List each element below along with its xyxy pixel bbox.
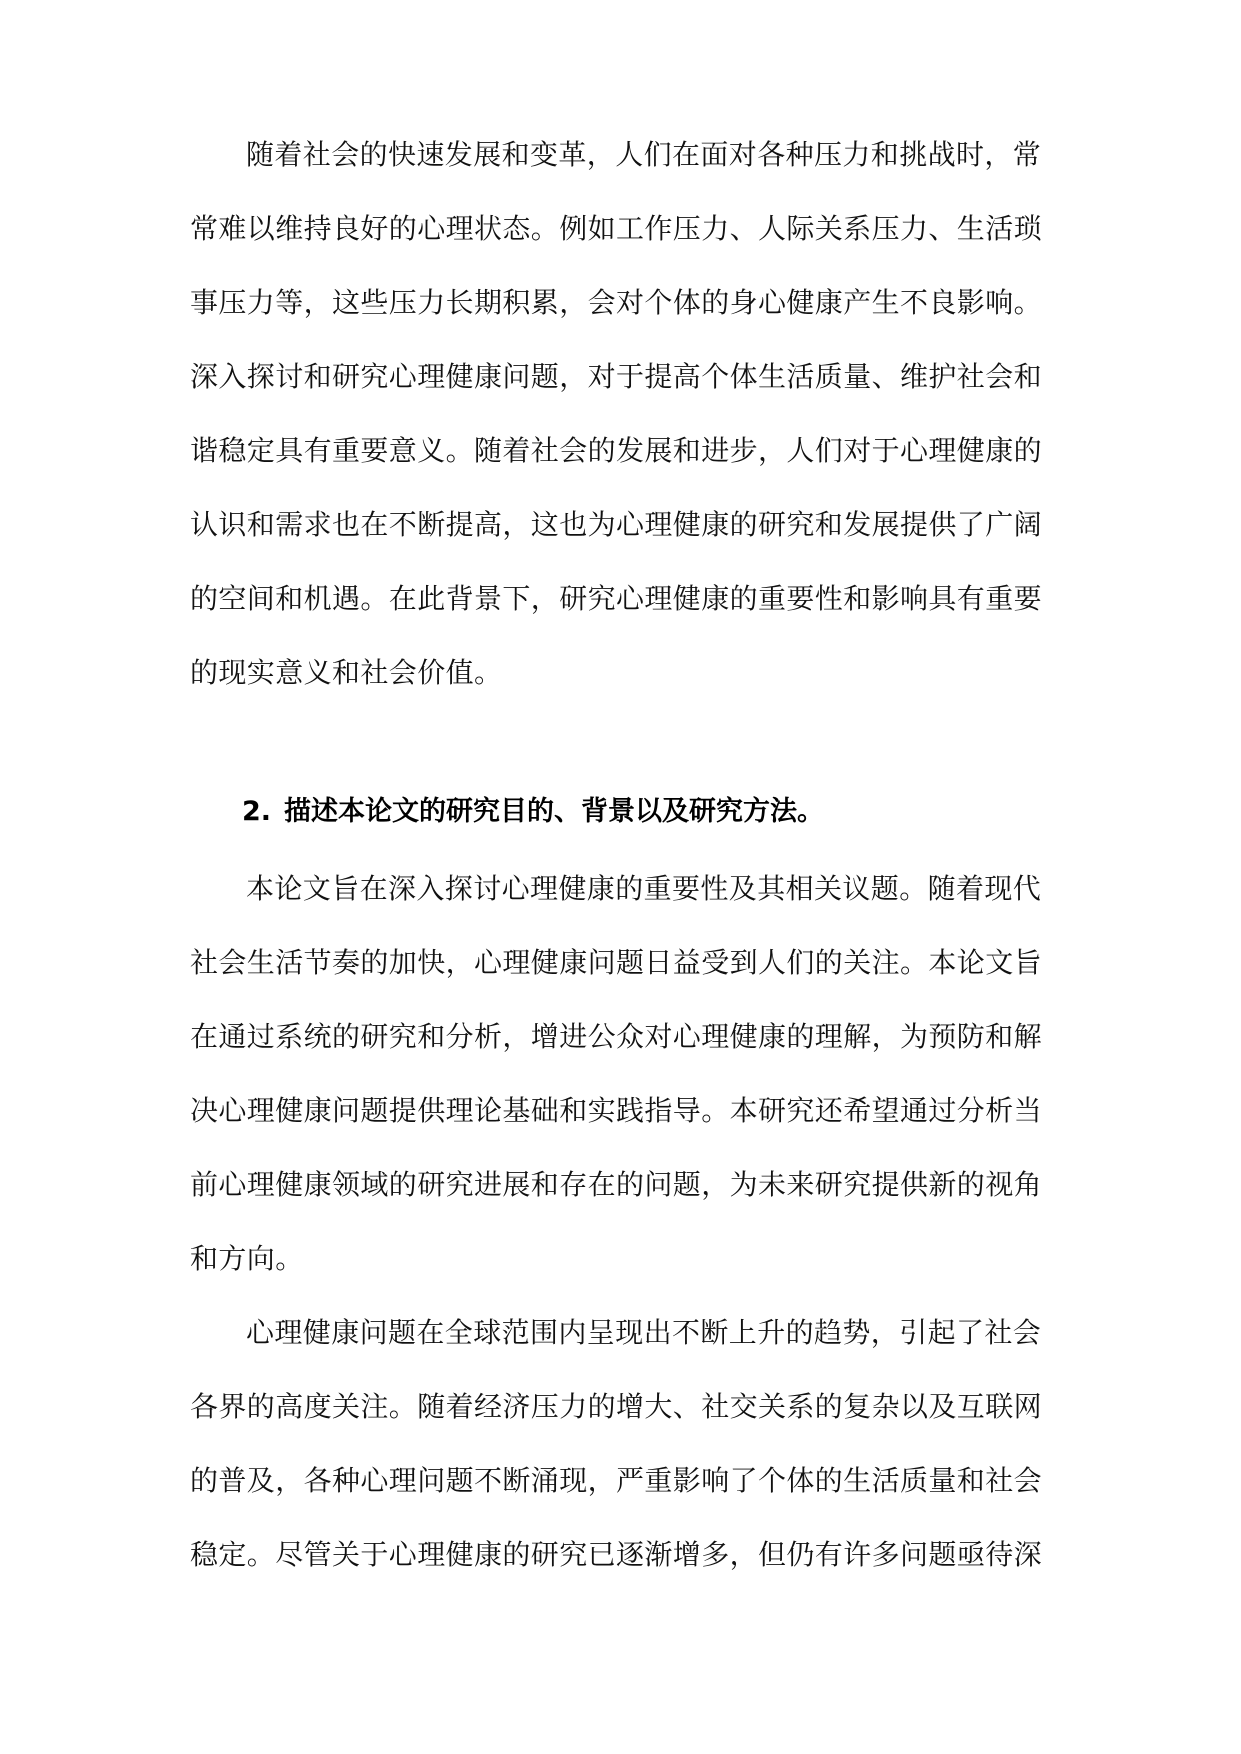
paragraph-line: 前心理健康领域的研究进展和存在的问题，为未来研究提供新的视角: [190, 1168, 1043, 1201]
paragraph-line: 稳定。尽管关于心理健康的研究已逐渐增多，但仍有许多问题亟待深: [190, 1538, 1043, 1571]
paragraph-trend: [190, 1296, 1070, 1592]
paragraph-line: 深入探讨和研究心理健康问题，对于提高个体生活质量、维护社会和: [190, 360, 1043, 393]
paragraph-line: 谐稳定具有重要意义。随着社会的发展和进步，人们对于心理健康的: [190, 434, 1043, 467]
paragraph-line: 决心理健康问题提供理论基础和实践指导。本研究还希望通过分析当: [190, 1094, 1043, 1127]
paragraph-line: 的普及，各种心理问题不断涌现，严重影响了个体的生活质量和社会: [190, 1464, 1043, 1497]
paragraph-line: 本论文旨在深入探讨心理健康的重要性及其相关议题。随着现代: [246, 872, 1042, 905]
paragraph-background: [190, 118, 1070, 710]
section-heading: [242, 775, 824, 849]
paragraph-line: 事压力等，这些压力长期积累，会对个体的身心健康产生不良影响。: [190, 286, 1043, 319]
section-title: 描述本论文的研究目的、背景以及研究方法。: [284, 796, 824, 827]
section-number: 2.: [242, 796, 272, 827]
paragraph-purpose: [190, 852, 1070, 1296]
paragraph-line: 和方向。: [190, 1242, 304, 1275]
paragraph-line: 认识和需求也在不断提高，这也为心理健康的研究和发展提供了广阔: [190, 508, 1043, 541]
paragraph-line: 的空间和机遇。在此背景下，研究心理健康的重要性和影响具有重要: [190, 582, 1043, 615]
paragraph-line: 各界的高度关注。随着经济压力的增大、社交关系的复杂以及互联网: [190, 1390, 1043, 1423]
paragraph-line: 随着社会的快速发展和变革，人们在面对各种压力和挑战时，常: [246, 138, 1042, 171]
paragraph-line: 的现实意义和社会价值。: [190, 656, 503, 689]
paragraph-line: 社会生活节奏的加快，心理健康问题日益受到人们的关注。本论文旨: [190, 946, 1043, 979]
paragraph-line: 常难以维持良好的心理状态。例如工作压力、人际关系压力、生活琐: [190, 212, 1043, 245]
paragraph-line: 在通过系统的研究和分析，增进公众对心理健康的理解，为预防和解: [190, 1020, 1043, 1053]
paragraph-line: 心理健康问题在全球范围内呈现出不断上升的趋势，引起了社会: [246, 1316, 1042, 1349]
